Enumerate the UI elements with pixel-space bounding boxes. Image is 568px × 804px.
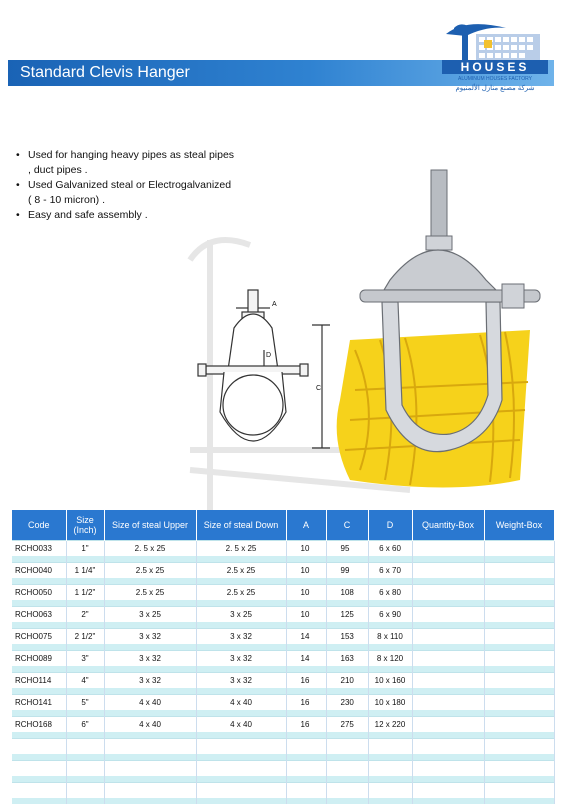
table-cell: 6 x 80: [368, 585, 412, 601]
table-cell: [412, 585, 484, 601]
table-cell: 2. 5 x 25: [104, 541, 196, 557]
table-cell: 3 x 32: [196, 673, 286, 689]
table-cell: 210: [326, 673, 368, 689]
table-cell: [484, 651, 554, 667]
bolt-nut-icon: [502, 284, 524, 308]
table-cell: [412, 563, 484, 579]
table-cell: [484, 563, 554, 579]
table-cell: 275: [326, 717, 368, 733]
table-cell: RCHO050: [12, 585, 66, 601]
table-row-empty: [12, 761, 554, 777]
table-row: [12, 717, 554, 733]
table-cell: 6 x 60: [368, 541, 412, 557]
table-cell: 153: [326, 629, 368, 645]
bullet-icon: •: [16, 179, 20, 191]
table-cell: 108: [326, 585, 368, 601]
column-header: C: [326, 510, 368, 541]
table-cell: 125: [326, 607, 368, 623]
table-cell: [484, 607, 554, 623]
table-cell: 3 x 25: [104, 607, 196, 623]
table-cell: 3 x 32: [196, 651, 286, 667]
table-cell: 16: [286, 673, 326, 689]
column-header: Size of steal Upper: [104, 510, 196, 541]
table-cell: 10 x 180: [368, 695, 412, 711]
table-cell: 10: [286, 563, 326, 579]
logo-emblem-icon: [436, 20, 554, 62]
logo-arabic: شركة مصنع منازل الألمنيوم: [455, 85, 535, 92]
dimension-label-d: D: [266, 352, 272, 359]
list-item: ( 8 - 10 micron) .: [28, 194, 106, 206]
table-cell: RCHO033: [12, 541, 66, 557]
technical-drawing: [198, 290, 330, 448]
table-cell: 2.5 x 25: [104, 585, 196, 601]
table-row-empty: [12, 739, 554, 755]
table-cell: 14: [286, 629, 326, 645]
table-cell: 4 x 40: [196, 695, 286, 711]
table-cell: 4 x 40: [196, 717, 286, 733]
table-cell: 4 x 40: [104, 717, 196, 733]
table-header-row: [12, 510, 554, 541]
table-cell: [484, 585, 554, 601]
table-cell: [412, 673, 484, 689]
bullet-icon: •: [16, 209, 20, 221]
table-cell: 8 x 110: [368, 629, 412, 645]
column-header: Size of steal Down: [196, 510, 286, 541]
table-cell: 10: [286, 607, 326, 623]
page-title: Standard Clevis Hanger: [20, 64, 190, 81]
table-cell: 10 x 160: [368, 673, 412, 689]
table-row: [12, 695, 554, 711]
clevis-hanger-illustration: [150, 150, 568, 510]
table-cell: 2. 5 x 25: [196, 541, 286, 557]
table-row: [12, 607, 554, 623]
list-item: • Easy and safe assembly .: [16, 209, 148, 221]
bullet-icon: •: [16, 149, 20, 161]
table-cell: RCHO075: [12, 629, 66, 645]
table-cell: 10: [286, 585, 326, 601]
table-cell: [412, 629, 484, 645]
top-nut-icon: [426, 236, 452, 250]
threaded-rod-icon: [431, 170, 447, 240]
table-cell: 4": [66, 673, 104, 689]
table-cell: 95: [326, 541, 368, 557]
table-cell: 2.5 x 25: [104, 563, 196, 579]
table-cell: 6 x 90: [368, 607, 412, 623]
table-cell: 2 1/2": [66, 629, 104, 645]
table-cell: 2.5 x 25: [196, 585, 286, 601]
table-cell: 3 x 32: [104, 673, 196, 689]
table-cell: 3 x 25: [196, 607, 286, 623]
table-row-empty: [12, 783, 554, 799]
dimension-label-a: A: [272, 301, 277, 308]
column-header: D: [368, 510, 412, 541]
table-cell: 1": [66, 541, 104, 557]
table-cell: 2.5 x 25: [196, 563, 286, 579]
logo-tagline: ALUMINUM HOUSES FACTORY: [458, 76, 532, 82]
column-header: Code: [12, 510, 66, 541]
table-cell: [412, 695, 484, 711]
table-cell: 8 x 120: [368, 651, 412, 667]
table-cell: 3 x 32: [196, 629, 286, 645]
dimension-label-c: C: [316, 385, 322, 392]
table-row: [12, 673, 554, 689]
spec-table: [12, 510, 555, 804]
table-cell: 6 x 70: [368, 563, 412, 579]
table-cell: [484, 629, 554, 645]
table-row: [12, 541, 554, 557]
table-cell: 5": [66, 695, 104, 711]
table-cell: 16: [286, 695, 326, 711]
table-cell: 163: [326, 651, 368, 667]
upper-clevis-icon: [384, 250, 496, 290]
table-cell: 3": [66, 651, 104, 667]
table-cell: 1 1/4": [66, 563, 104, 579]
table-cell: 14: [286, 651, 326, 667]
column-header: Size (Inch): [66, 510, 104, 541]
table-cell: [484, 717, 554, 733]
company-logo: [436, 20, 554, 108]
table-cell: RCHO114: [12, 673, 66, 689]
table-cell: 99: [326, 563, 368, 579]
column-header: A: [286, 510, 326, 541]
table-row: [12, 585, 554, 601]
table-cell: RCHO089: [12, 651, 66, 667]
table-cell: [484, 541, 554, 557]
column-header: Weight-Box: [484, 510, 554, 541]
row-separator: [12, 798, 554, 804]
column-header: Quantity-Box: [412, 510, 484, 541]
table-cell: [484, 673, 554, 689]
table-cell: [412, 541, 484, 557]
table-cell: 10: [286, 541, 326, 557]
table-cell: [412, 607, 484, 623]
table-cell: 230: [326, 695, 368, 711]
list-item: , duct pipes .: [28, 164, 88, 176]
table-cell: 4 x 40: [104, 695, 196, 711]
table-cell: RCHO168: [12, 717, 66, 733]
table-cell: [412, 651, 484, 667]
table-cell: 3 x 32: [104, 629, 196, 645]
table-cell: [484, 695, 554, 711]
table-cell: 3 x 32: [104, 651, 196, 667]
list-item: • Used Galvanized steal or Electrogalvanized: [16, 179, 232, 191]
table-row: [12, 563, 554, 579]
list-item: • Used for hanging heavy pipes as steal pipes: [16, 149, 235, 161]
table-cell: RCHO040: [12, 563, 66, 579]
table-cell: 1 1/2": [66, 585, 104, 601]
logo-name: HOUSES: [442, 60, 548, 74]
table-cell: RCHO063: [12, 607, 66, 623]
table-cell: 2": [66, 607, 104, 623]
table-cell: 16: [286, 717, 326, 733]
table-cell: [412, 717, 484, 733]
table-cell: RCHO141: [12, 695, 66, 711]
table-row: [12, 651, 554, 667]
table-cell: 6": [66, 717, 104, 733]
table-cell: 12 x 220: [368, 717, 412, 733]
table-row: [12, 629, 554, 645]
